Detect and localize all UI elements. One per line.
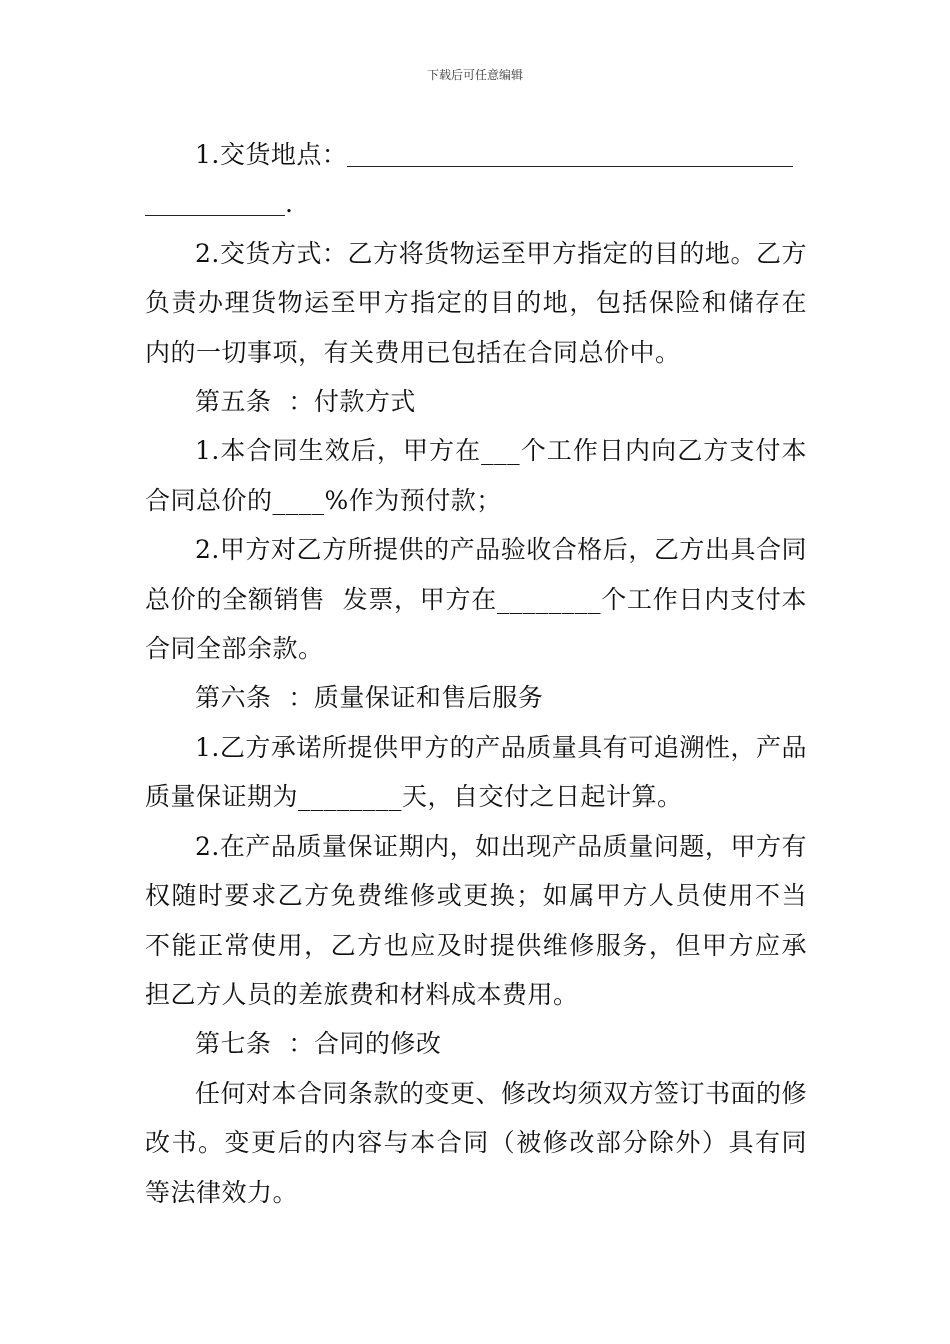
advance-payment-percent-blank: ____	[272, 485, 325, 515]
delivery-location-line	[145, 130, 807, 179]
delivery-location-blank	[347, 141, 793, 167]
balance-payment-text-b: 个工作日内支付本合同全部余款。	[145, 584, 807, 664]
warranty-period-text-a: 1.乙方承诺所提供甲方的产品质量具有可追溯性，产品质量保证期为	[145, 732, 807, 812]
delivery-location-line-continued	[145, 179, 807, 228]
balance-payment-text-a: 2.甲方对乙方所提供的产品验收合格后，乙方出具合同总价的全额销售 发票，甲方在	[145, 535, 807, 614]
delivery-location-blank-continued	[145, 190, 285, 216]
contract-body	[145, 130, 807, 1217]
delivery-location-label: 1.交货地点：	[195, 140, 348, 169]
advance-payment-paragraph	[145, 426, 807, 525]
advance-payment-days-blank: ___	[481, 436, 521, 466]
article6-title: 第六条 ：质量保证和售后服务	[195, 683, 544, 713]
balance-payment-days-blank: ________	[497, 584, 602, 614]
warranty-service-paragraph: 2.在产品质量保证期内，如出现产品质量问题，甲方有权随时要求乙方免费维修或更换；如属甲方人员使用不当不能正常使用，乙方也应及时提供维修服务，但甲方应承担乙方人员的差旅费和材料成本费用。	[145, 831, 807, 1009]
amendment-paragraph: 任何对本合同条款的变更、修改均须双方签订书面的修改书。变更后的内容与本合同（被修改部分除外）具有同等法律效力。	[145, 1078, 808, 1207]
delivery-location-end: .	[285, 189, 294, 219]
balance-payment-paragraph	[145, 525, 807, 673]
advance-payment-text-b: 个工作日内向乙方支付本合同总价的	[145, 436, 807, 515]
warranty-period-days-blank: ________	[298, 782, 403, 812]
advance-payment-text-c: %作为预付款；	[324, 485, 502, 515]
article7-title: 第七条 ：合同的修改	[195, 1029, 442, 1059]
advance-payment-text-a: 1.本合同生效后，甲方在	[195, 436, 482, 466]
article5-title: 第五条 ：付款方式	[195, 387, 416, 417]
warranty-period-text-b: 天，自交付之日起计算。	[402, 782, 683, 812]
page-header: 下载后可任意编辑	[426, 68, 523, 82]
delivery-method-paragraph: 2.交货方式：乙方将货物运至甲方指定的目的地。乙方负责办理货物运至甲方指定的目的地，包括保险和储存在内的一切事项，有关费用已包括在合同总价中。	[145, 238, 807, 367]
warranty-period-paragraph	[145, 723, 807, 822]
